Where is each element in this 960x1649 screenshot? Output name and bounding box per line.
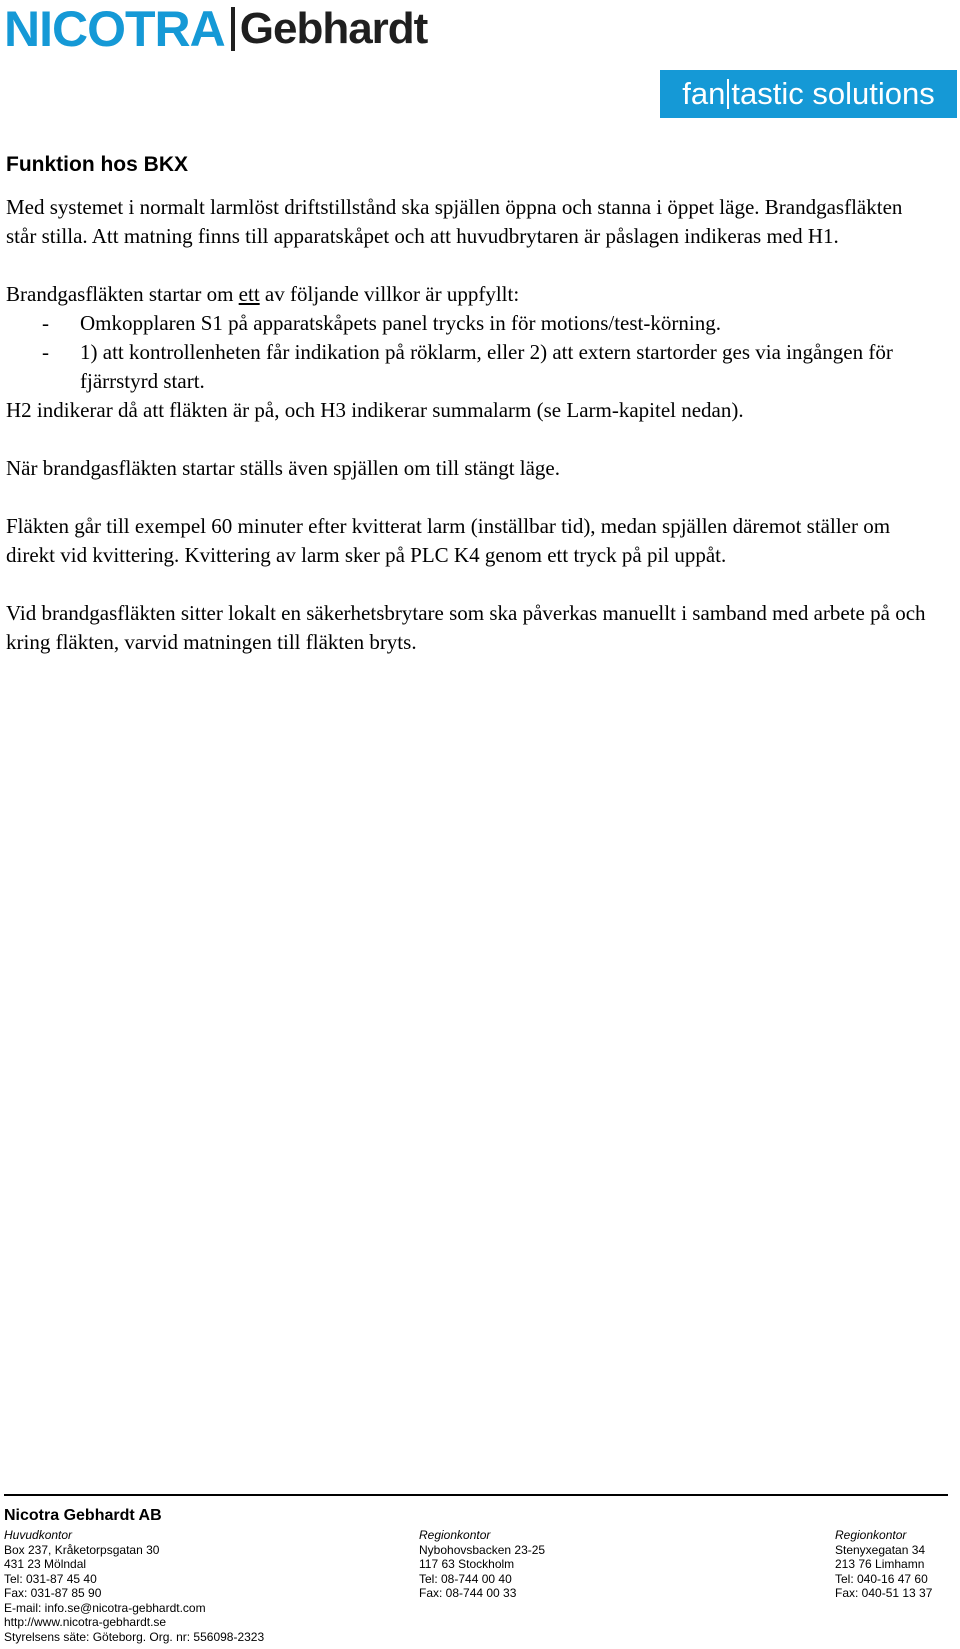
list-item: [6, 309, 931, 338]
section-heading: Funktion hos BKX: [6, 153, 188, 176]
list-item-text: 1) att kontrollenheten får indikation på röklarm, eller 2) att extern startorder ges via ingången för fjärrstyrd start.: [80, 340, 893, 393]
limhamn-office-phone: Tel: 040-16 47 60: [835, 1571, 928, 1586]
footer-head-office: [4, 1528, 264, 1644]
head-office-registration: Styrelsens säte: Göteborg. Org. nr: 556098-2323: [4, 1629, 265, 1644]
limhamn-office-title: Regionkontor: [835, 1528, 907, 1542]
paragraph-acknowledge: Fläkten går till exempel 60 minuter efter kvitterat larm (inställbar tid), medan spjällen däremot ställer om direkt vid kvittering. Kvittering av larm sker på PLC K4 genom ett tryck på pil uppåt.: [6, 514, 891, 567]
footer-company-name: Nicotra Gebhardt AB: [4, 1507, 162, 1524]
paragraph-normal-state: Med systemet i normalt larmlöst driftstillstånd ska spjällen öppna och stanna i öppet läge. Brandgasfläkten står stilla. Att matning finns till apparatskåpet och att huvudbrytaren är påslagen indikeras med H1.: [6, 195, 903, 248]
main-content: [6, 150, 931, 686]
head-office-fax: Fax: 031-87 85 90: [4, 1586, 102, 1600]
head-office-website[interactable]: http://www.nicotra-gebhardt.se: [4, 1615, 167, 1629]
start-conditions-suffix: av följande villkor är uppfyllt:: [259, 282, 520, 306]
limhamn-office-fax: Fax: 040-51 13 37: [835, 1586, 933, 1600]
logo-nicotra-text: NICOTRA: [4, 1, 225, 57]
list-item: [6, 338, 931, 396]
logo-gebhardt-text: Gebhardt: [239, 4, 428, 53]
stockholm-office-title: Regionkontor: [419, 1528, 491, 1542]
stockholm-office-address: Nybohovsbacken 23-25: [419, 1542, 546, 1557]
head-office-address: Box 237, Kråketorpsgatan 30: [4, 1542, 160, 1557]
slogan-divider: [727, 79, 729, 109]
footer-regional-office-stockholm: [419, 1528, 545, 1601]
footer-columns: [4, 1528, 954, 1646]
company-logo: [4, 1, 428, 57]
paragraph-dampers-close: När brandgasfläkten startar ställs även spjällen om till stängt läge.: [6, 456, 560, 480]
limhamn-office-postal: 213 76 Limhamn: [835, 1557, 925, 1571]
paragraph-safety-switch: Vid brandgasfläkten sitter lokalt en säkerhetsbrytare som ska påverkas manuellt i samband med arbete på och kring fläkten, varvid matningen till fläkten bryts.: [6, 601, 926, 654]
limhamn-office-address: Stenyxegatan 34: [835, 1542, 926, 1557]
paragraph-indicators: H2 indikerar då att fläkten är på, och H3 indikerar summalarm (se Larm-kapitel nedan).: [6, 398, 744, 422]
paragraph-start-conditions: [6, 280, 931, 309]
head-office-email[interactable]: E-mail: info.se@nicotra-gebhardt.com: [4, 1600, 206, 1615]
footer-regional-office-limhamn: [835, 1528, 932, 1601]
footer-divider: [4, 1494, 948, 1496]
list-item-text: Omkopplaren S1 på apparatskåpets panel trycks in för motions/test-körning.: [80, 311, 721, 335]
condition-list: [6, 309, 931, 396]
head-office-title: Huvudkontor: [4, 1528, 73, 1542]
logo-divider: [231, 7, 235, 51]
list-bullet: -: [42, 311, 49, 335]
list-bullet: -: [42, 340, 49, 364]
head-office-phone: Tel: 031-87 45 40: [4, 1571, 97, 1586]
start-conditions-emphasis: ett: [238, 282, 260, 306]
stockholm-office-postal: 117 63 Stockholm: [419, 1557, 515, 1571]
stockholm-office-fax: Fax: 08-744 00 33: [419, 1586, 517, 1600]
slogan-banner: [660, 70, 957, 118]
stockholm-office-phone: Tel: 08-744 00 40: [419, 1571, 512, 1586]
footer: [4, 1505, 954, 1646]
slogan-part-1: fan: [682, 76, 726, 111]
start-conditions-prefix: Brandgasfläkten startar om: [6, 282, 239, 306]
slogan-part-2: tastic solutions: [731, 76, 935, 111]
head-office-postal: 431 23 Mölndal: [4, 1557, 87, 1571]
